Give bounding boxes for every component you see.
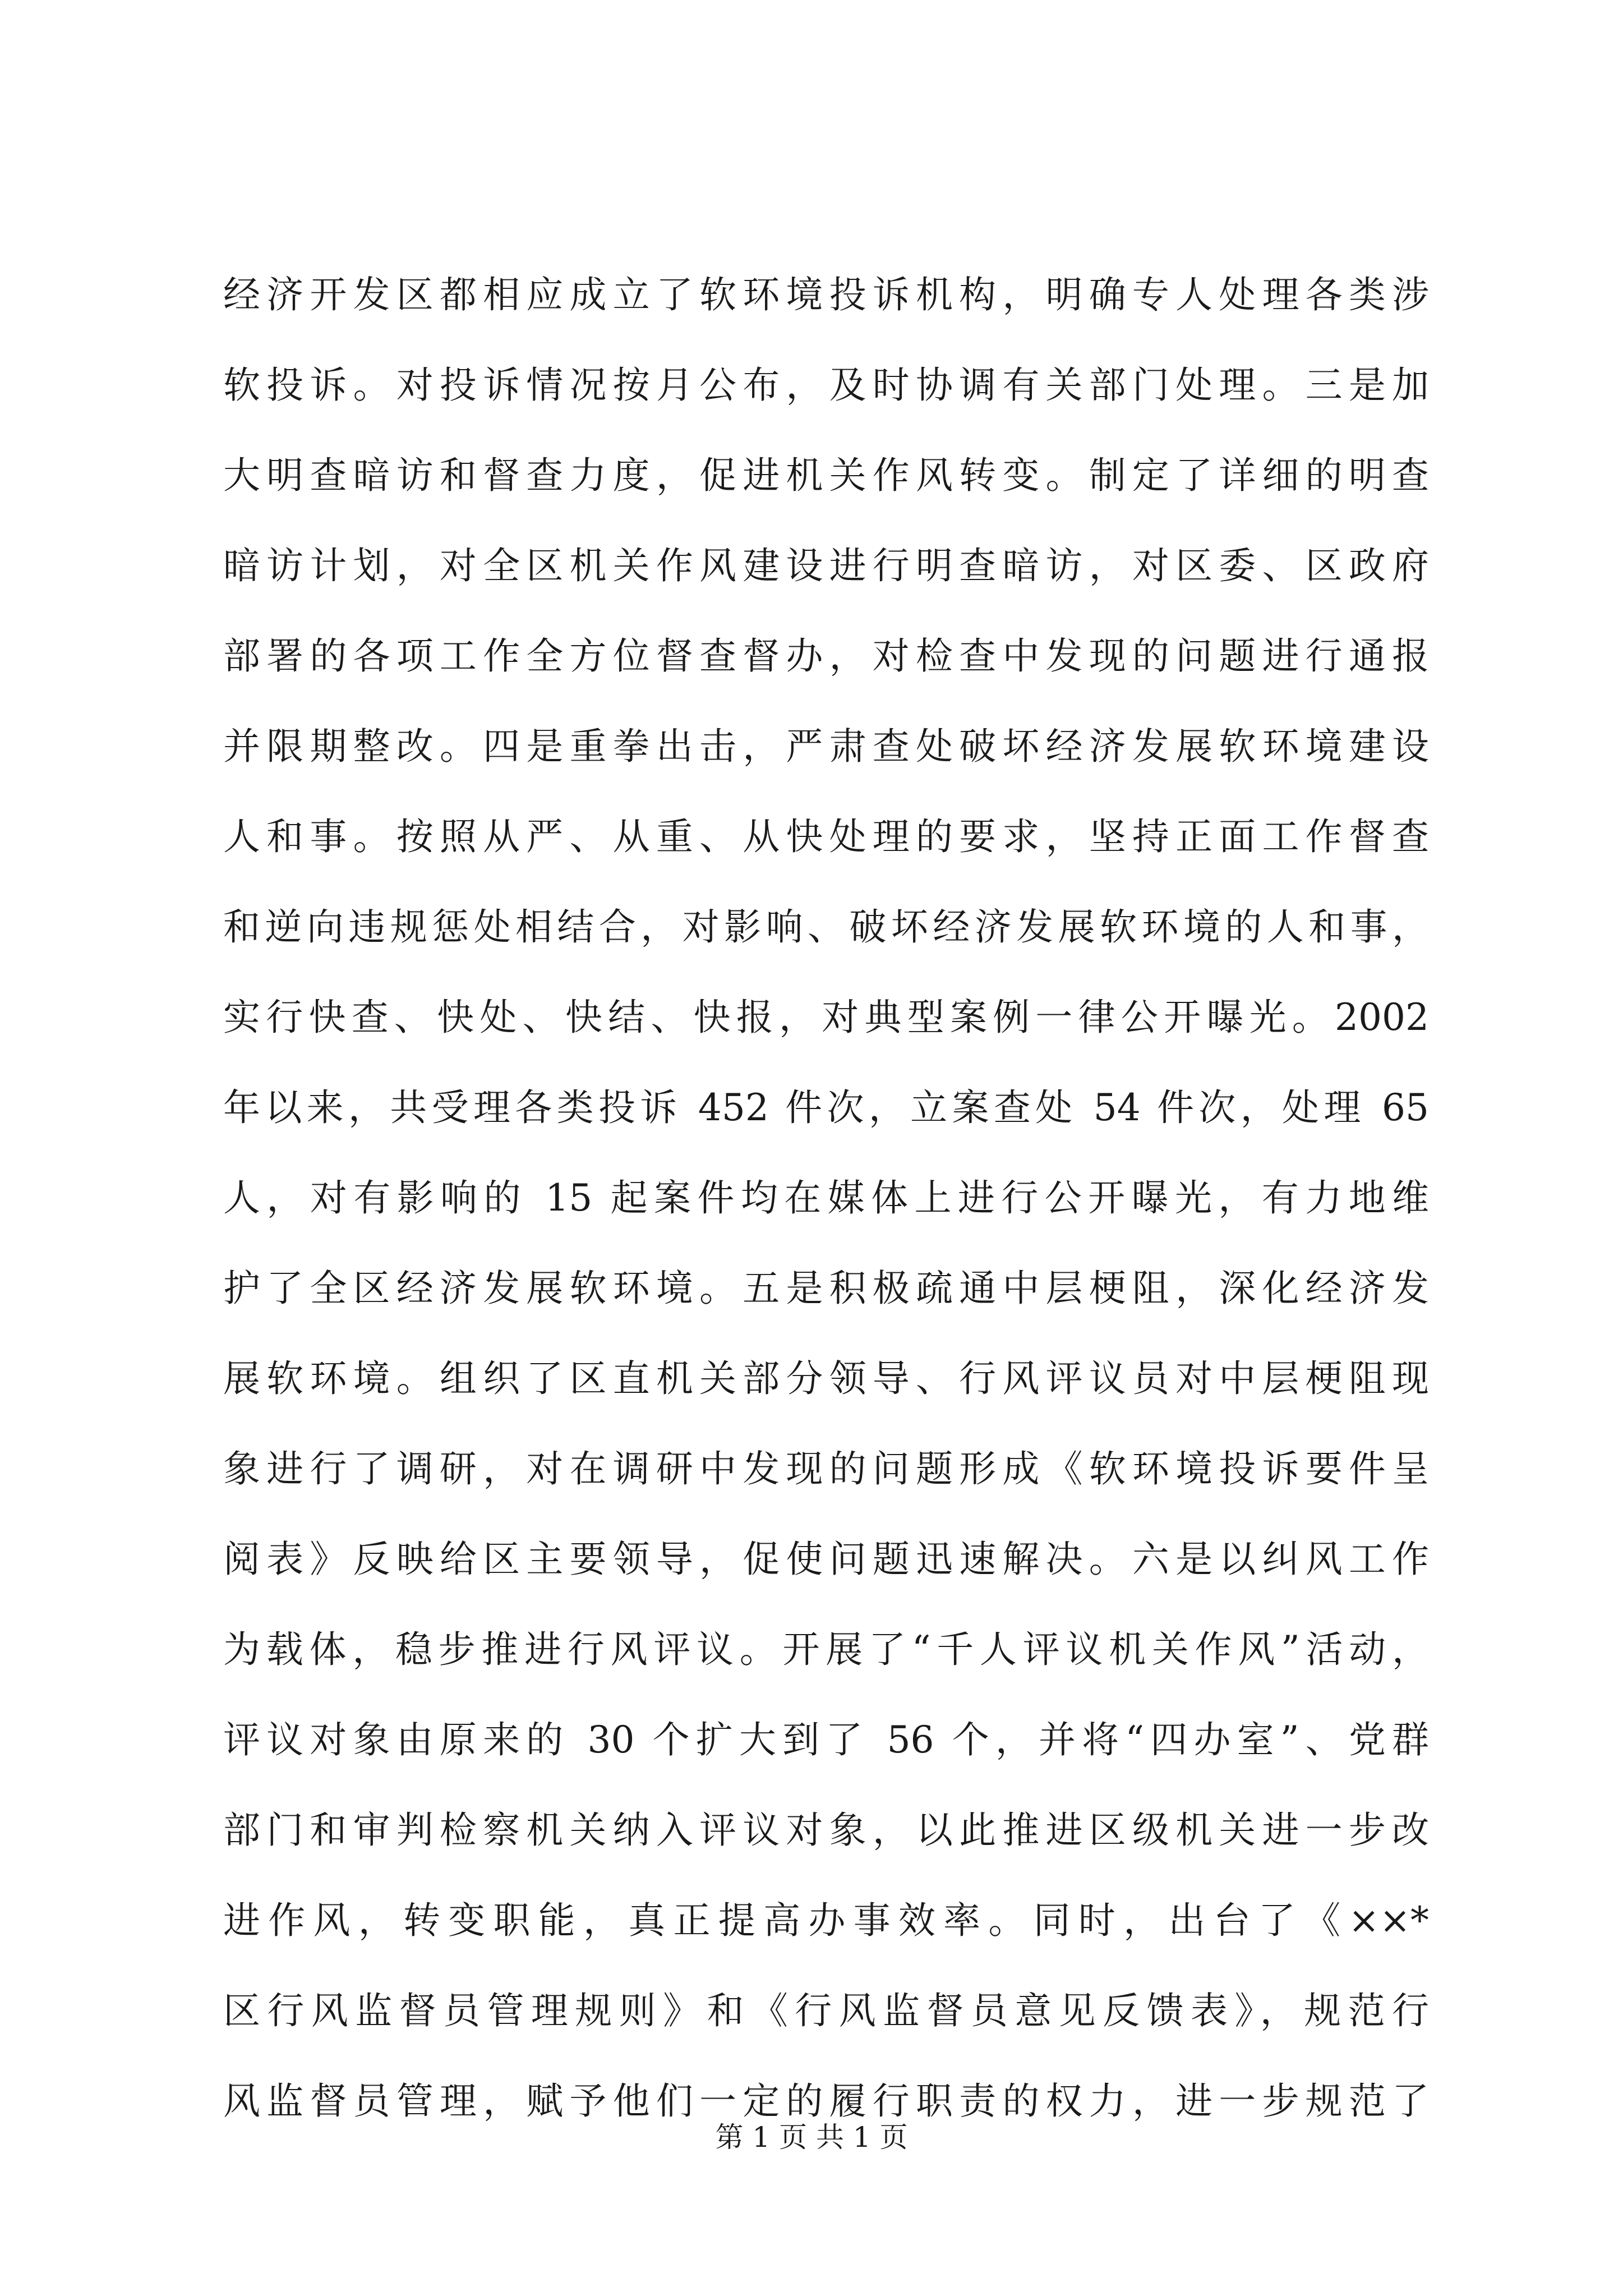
text-line-4: 暗访计划，对全区机关作风建设进行明查暗访，对区委、区政府: [223, 544, 1429, 587]
text-line-16: 为载体，稳步推进行风评议。开展了“千人评议机关作风”活动，: [223, 1628, 1429, 1671]
text-line-15: 阅表》反映给区主要领导，促使问题迅速解决。六是以纠风工作: [223, 1538, 1429, 1581]
text-line-18: 部门和审判检察机关纳入评议对象，以此推进区级机关进一步改: [223, 1809, 1429, 1852]
text-line-21: 风监督员管理，赋予他们一定的履行职责的权力，进一步规范了: [223, 2079, 1429, 2123]
text-line-9: 实行快查、快处、快结、快报，对典型案例一律公开曝光。2002: [223, 996, 1429, 1039]
text-line-20: 区行风监督员管理规则》和《行风监督员意见反馈表》，规范行: [223, 1989, 1429, 2032]
text-line-12: 护了全区经济发展软环境。五是积极疏通中层梗阻，深化经济发: [223, 1267, 1429, 1310]
text-line-6: 并限期整改。四是重拳出击，严肃查处破坏经济发展软环境建设: [223, 725, 1429, 768]
text-line-3: 大明查暗访和督查力度，促进机关作风转变。制定了详细的明查: [223, 454, 1429, 497]
text-line-10: 年以来，共受理各类投诉 452 件次，立案查处 54 件次，处理 65: [223, 1086, 1429, 1129]
text-line-5: 部署的各项工作全方位督查督办，对检查中发现的问题进行通报: [223, 634, 1429, 678]
text-line-19: 进作风，转变职能，真正提高办事效率。同时，出台了《××*: [223, 1899, 1429, 1942]
page-footer: 第 1 页 共 1 页: [715, 2121, 908, 2154]
text-line-13: 展软环境。组织了区直机关部分领导、行风评议员对中层梗阻现: [223, 1357, 1429, 1400]
text-line-11: 人，对有影响的 15 起案件均在媒体上进行公开曝光，有力地维: [223, 1176, 1429, 1220]
text-line-7: 人和事。按照从严、从重、从快处理的要求，坚持正面工作督查: [223, 815, 1429, 858]
text-line-8: 和逆向违规惩处相结合，对影响、破坏经济发展软环境的人和事，: [223, 905, 1429, 949]
text-line-17: 评议对象由原来的 30 个扩大到了 56 个，并将“四办室”、党群: [223, 1718, 1429, 1761]
text-line-1: 经济开发区都相应成立了软环境投诉机构，明确专人处理各类涉: [223, 273, 1429, 316]
text-line-2: 软投诉。对投诉情况按月公布，及时协调有关部门处理。三是加: [223, 364, 1429, 407]
text-line-14: 象进行了调研，对在调研中发现的问题形成《软环境投诉要件呈: [223, 1447, 1429, 1490]
